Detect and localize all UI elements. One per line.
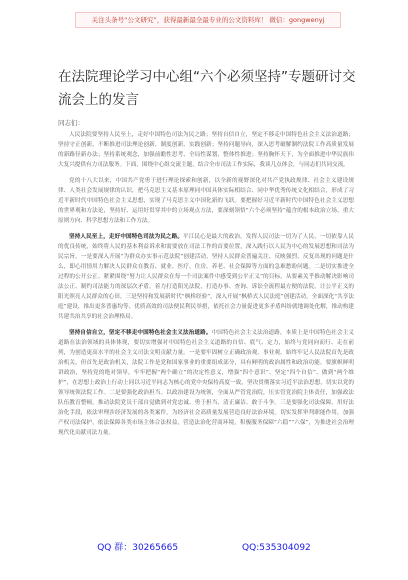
paragraph	[58, 328, 354, 438]
paragraph-text: 党的十八大以来，中国共产党勇于进行理论探索和创新，以全新的视野深化对共产党执政规律、社会主义建设规律、人类社会发展规律的认识，把马克思主义基本原理同中国具体实际相结合、同中华优秀传统文化相结合，形成了习近平新时代中国特色社会主义思想，实现了马克思主义中国化新的飞跃。要把握好习近平新时代中国特色社会主义思想的世界观和方法论，坚持好、运用好贯穿其中的立场观点方法，要深刻领悟“六个必须坚持”蕴含的根本政治立场、重大原则方向、科学思想方法和工作方法。	[58, 178, 354, 224]
paragraph-lead: 坚持自信自立，坚定不移走中国特色社会主义法治道路。	[69, 330, 212, 336]
paragraph-text: 中国特色社会主义法治道路，本质上是中国特色社会主义道路在法治领域的具体体现，要切实增强对中国特色社会主义道路的自信、底气、定力，始终与党同向而行、走在前列，为创造更高水平的社会主义司法文明贡献力量。一是要牢固树立正确政治观、事业观。始终牢记人民法院首先是政治机关，但首先是政治机关，法院工作是党和国家事业的重要组成部分，具有鲜明的政治属性和政治功能。要旗帜鲜明讲政治，坚持党的绝对领导，牢牢把握“两个确立”的决定性意义，增强“四个意识”、坚定“四个自信”、做到“两个维护”，在思想上政治上行动上同以习近平同志为核心的党中央保持高度一致，坚决贯彻落实习近平法治思想，切实以党的领导统领法院工作。二是要强化政治担当。以政治建设为统领，全面从严管党治院，压实管党治院主体责任，加强政法队伍教育整顿，推动法院党员干部自觉做到对党忠诚、勇于担当、清正廉洁、敢于斗争。三是要强化司法保障。用好法治化手段，依法审理涉经济发展的各类案件，为经济社会高质量发展营造良好法治环境。切实发挥审判职能作用，加强产权司法保护，依法保障各类市场主体合法权益，营造法治化营商环境，积极服务保障“六稳”“六保”，为推进社会治理现代化贡献司法力量。	[58, 330, 354, 436]
paragraph	[58, 130, 354, 170]
paragraph	[58, 232, 354, 322]
paragraph	[58, 176, 354, 226]
document-body	[58, 130, 354, 444]
document-title: 在法院理论学习中心组“六个必须坚持”专题研讨交流会上的发言	[58, 69, 356, 108]
contact-footer	[0, 540, 408, 556]
paragraph-text: 平江民心是最大的政治。发挥人民司法一切为了人民、一切依靠人民的优良传统，始终将人民的基本利益诉求和需要放在司法工作的首要位置，深入践行以人民为中心的发展思想和司法为民宗旨。一是要深入开展“为群众办实事示范法院”创建活动，坚持人民群众普遍关注、反映强烈、反复出现的问题是什么，即心用情用力解决人民群众在教育、就业、医疗、住房、养老、社会保障等方面的急难愁盼问题。二是切实推进全过程的公开公正。紧紧围绕“努力让人民群众在每一个司法案件中感受到公平正义”的目标，从要素关乎推动解决影响司法公正、制约司法能力的深层次矛盾，着力打造阳光法院，打造办事、查询、诉讼全流程最方便的法院。让公平正义的阳光照亮人民群众的心田。三是坚持和发展新时代“枫桥经验”，深入开展“枫桥式人民法庭”创建活动，全面深化“共享法庭”建设，推出更多普惠均等、优质高效的司法便民利民举措，依托社会力量促进更多矛盾纠纷就地调处化解，推动构建共建共治共享的社会治理格局。	[58, 234, 354, 320]
promo-banner[interactable]: 关注头条号“公文研究”，获得最新最全最专业的公文资料库！ 微信：gongwenyj	[75, 12, 341, 28]
qq-link[interactable]: QQ:535304092	[242, 543, 311, 553]
paragraph-text: 人民法院要坚持人民至上，走好中国特色司法为民之路；坚持自信自立，坚定不移走中国特色社会主义法治道路；坚持守正创新，不断推进司法理论创新、制度创新、实践创新；坚持问题导向，深入思考破解制约法院工作高质量发展的新路径新办法；坚持系统观念，加强前瞻性思考、全局性谋划、整体性推进；坚持胸怀天下，为全面推进中华民族伟大复兴提供有力司法服务。下面，围绕中心组交流主题，结合全市司法工作实际，我谈几点体会，与同志们共同交流。	[58, 132, 354, 168]
salutation: 同志们：	[58, 119, 84, 127]
qq-group-link[interactable]: QQ 群：30265665	[97, 543, 179, 553]
paragraph-lead: 坚持人民至上，走好中国特色司法为民之路。	[69, 234, 184, 240]
